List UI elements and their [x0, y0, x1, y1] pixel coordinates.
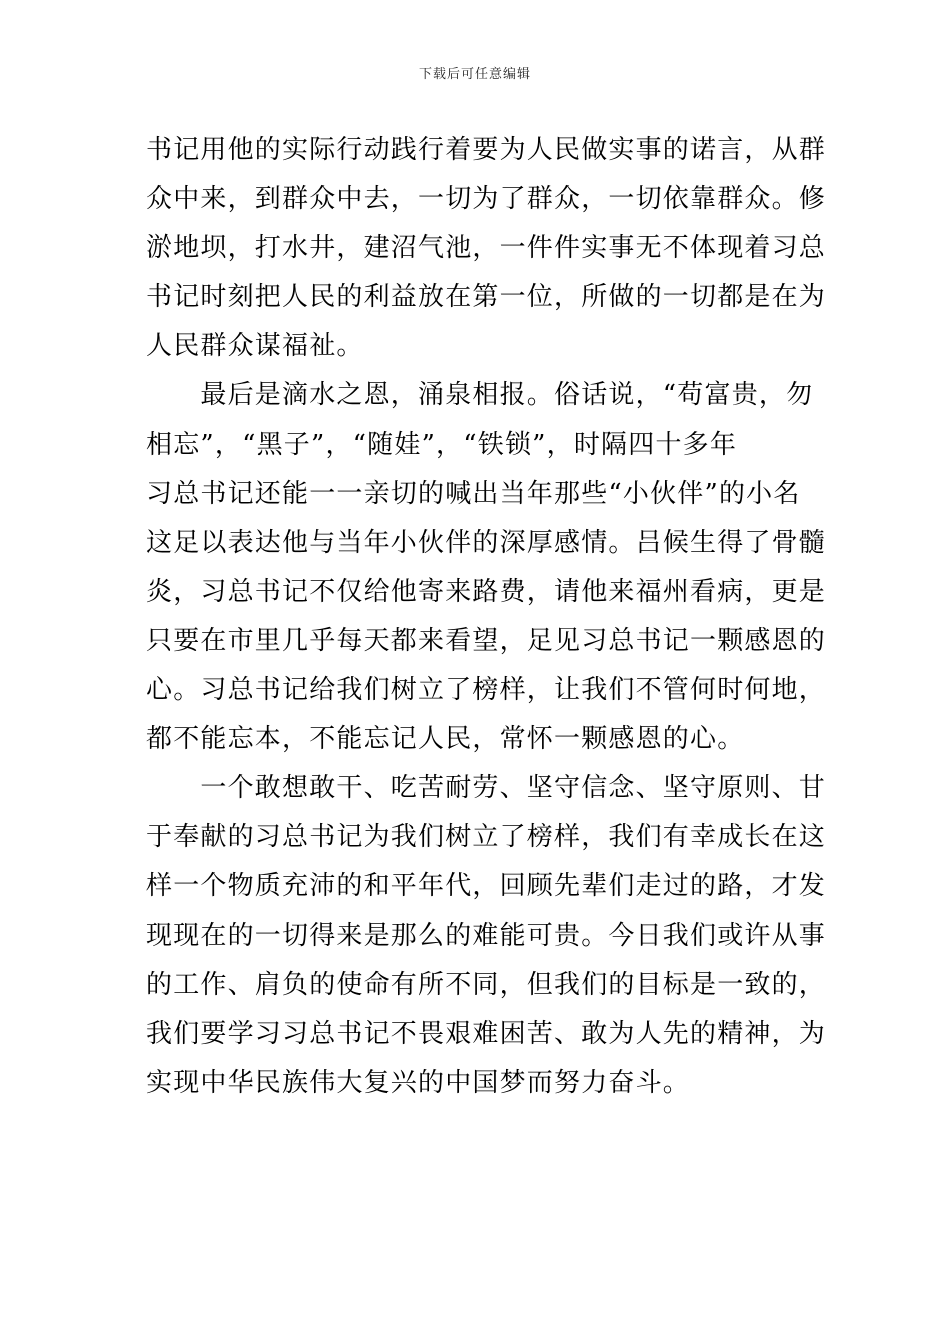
text-line: 实现中华民族伟大复兴的中国梦而努力奋斗。 — [146, 1067, 691, 1098]
text-line: 心。习总书记给我们树立了榜样，让我们不管何时何地， — [146, 675, 827, 706]
text-line: 人民群众谋福祉。 — [146, 331, 364, 362]
text-line: 都不能忘本，不能忘记人民，常怀一颗感恩的心。 — [146, 724, 745, 755]
text-line: 众中来，到群众中去，一切为了群众，一切依靠群众。修 — [146, 184, 827, 215]
text-line: 书记时刻把人民的利益放在第一位，所做的一切都是在为 — [146, 282, 827, 313]
text-line: 于奉献的习总书记为我们树立了榜样，我们有幸成长在这 — [146, 822, 827, 853]
text-line: 炎，习总书记不仅给他寄来路费，请他来福州看病，更是 — [146, 576, 827, 607]
text-line: 这足以表达他与当年小伙伴的深厚感情。吕候生得了骨髓 — [146, 527, 827, 558]
text-line: 书记用他的实际行动践行着要为人民做实事的诺言，从群 — [146, 135, 827, 165]
text-line: 的工作、肩负的使命有所不同，但我们的目标是一致的， — [146, 969, 827, 1000]
text-line: 现现在的一切得来是那么的难能可贵。今日我们或许从事 — [146, 920, 827, 951]
text-line: 我们要学习习总书记不畏艰难困苦、敢为人先的精神，为 — [146, 1018, 827, 1049]
text-line: 习总书记还能一一亲切的喊出当年那些“小伙伴”的小名 — [146, 478, 801, 509]
text-line: 相忘”，“黑子”，“随娃”，“铁锁”，时隔四十多年 — [146, 429, 738, 460]
text-line: 淤地坝，打水井，建沼气池，一件件实事无不体现着习总 — [146, 233, 827, 264]
text-line: 最后是滴水之恩，涌泉相报。俗话说，“苟富贵，勿 — [146, 380, 814, 411]
text-line: 一个敢想敢干、吃苦耐劳、坚守信念、坚守原则、甘 — [146, 773, 827, 804]
document-body — [146, 126, 827, 1108]
text-line: 样一个物质充沛的和平年代，回顾先辈们走过的路，才发 — [146, 871, 827, 902]
text-line: 只要在市里几乎每天都来看望，足见习总书记一颗感恩的 — [146, 625, 827, 656]
page-header: 下载后可任意编辑 — [418, 67, 531, 82]
